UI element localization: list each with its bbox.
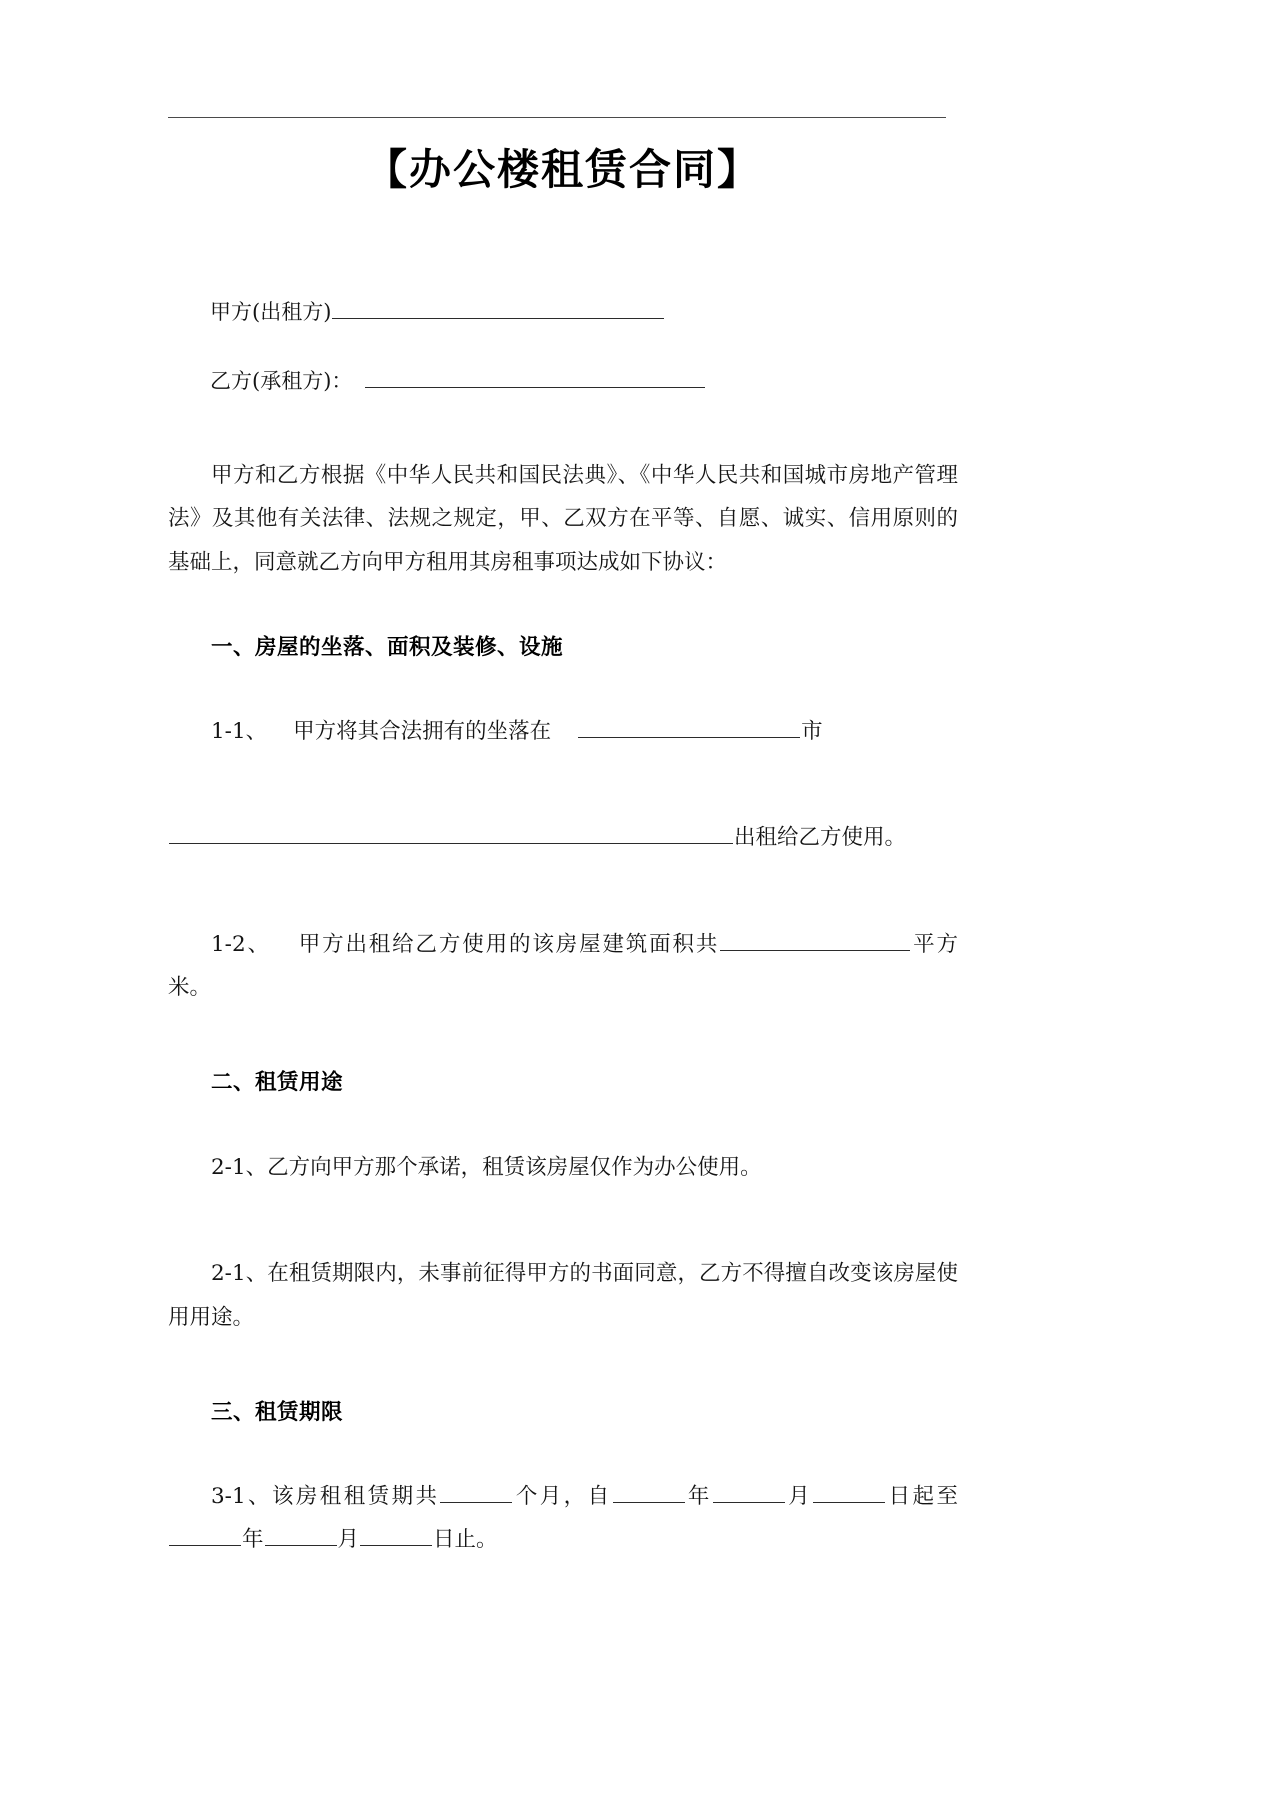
section-2-spacer xyxy=(168,1031,958,1061)
clause-1-2 xyxy=(168,923,958,1010)
clause-1-1 xyxy=(168,710,958,753)
party-spacer xyxy=(168,332,958,362)
clause-1-1-spacer xyxy=(168,669,958,689)
party-b-label: 乙方(承租方)： xyxy=(210,369,353,394)
party-a-line xyxy=(168,293,958,333)
clause-3-1-start-month-blank[interactable] xyxy=(713,1479,785,1503)
clause-2-1a-text: 乙方向甲方那个承诺，租赁该房屋仅作为办公使用。 xyxy=(267,1154,762,1180)
clause-2-1a xyxy=(168,1146,958,1189)
clause-3-1-text-7: 月 xyxy=(337,1527,360,1553)
clause-1-1-address-blank[interactable] xyxy=(169,821,733,845)
clause-2-1b-spacer xyxy=(168,1211,958,1231)
clause-3-1-end-day-blank[interactable] xyxy=(360,1523,432,1547)
clause-3-1-end-year-blank[interactable] xyxy=(169,1523,241,1547)
clause-3-1-text-2: 个月，自 xyxy=(513,1484,612,1509)
clause-1-2-text-after: 平方米。 xyxy=(168,931,958,1001)
clause-3-1-text-4: 月 xyxy=(785,1484,813,1509)
clause-3-1-months-blank[interactable] xyxy=(440,1479,512,1503)
clause-2-1a-spacer xyxy=(168,1104,958,1124)
clause-1-1-text-before: 甲方将其合法拥有的坐落在 xyxy=(293,719,552,745)
clause-3-1-text-5: 日起至 xyxy=(886,1484,958,1509)
clause-2-1b xyxy=(168,1252,958,1339)
clause-1-2-text-before: 甲方出租给乙方使用的该房屋建筑面积共 xyxy=(296,931,720,957)
page-title: 【办公楼租赁合同】 xyxy=(364,145,761,194)
clause-3-1-number: 3-1、 xyxy=(211,1484,272,1509)
document-body xyxy=(168,130,958,1583)
party-a-blank[interactable] xyxy=(332,295,664,318)
clause-3-1-spacer xyxy=(168,1434,958,1454)
clause-3-1-text-3: 年 xyxy=(685,1484,712,1509)
clause-1-1-city-blank[interactable] xyxy=(578,714,800,738)
clause-2-1b-text: 在租赁期限内，未事前征得甲方的书面同意，乙方不得擅自改变该房屋使用用途。 xyxy=(168,1261,958,1330)
clause-1-1-line2-spacer xyxy=(168,775,958,795)
header-divider-rule xyxy=(168,117,946,118)
clause-1-1-text-after: 出租给乙方使用。 xyxy=(734,825,907,851)
clause-1-2-number: 1-2、 xyxy=(211,931,271,957)
section-heading-3: 三、租赁期限 xyxy=(211,1399,344,1425)
clause-1-2-area-blank[interactable] xyxy=(720,927,910,951)
clause-1-2-spacer xyxy=(168,881,958,901)
clause-1-1-continuation xyxy=(168,816,958,859)
clause-2-1a-number: 2-1、 xyxy=(211,1154,268,1180)
clause-1-1-text-middle: 市 xyxy=(801,719,823,745)
clause-3-1 xyxy=(168,1475,958,1562)
section-heading-1: 一、房屋的坐落、面积及装修、设施 xyxy=(211,634,564,660)
section-1-spacer xyxy=(168,606,958,626)
party-a-label: 甲方(出租方) xyxy=(210,299,332,324)
party-b-blank[interactable] xyxy=(365,365,705,388)
preamble-spacer xyxy=(168,402,958,432)
clause-2-1b-number: 2-1、 xyxy=(211,1261,268,1287)
clause-3-1-text-8: 日止。 xyxy=(433,1527,498,1553)
preamble-paragraph: 甲方和乙方根据《中华人民共和国民法典》、《中华人民共和国城市房地产管理法》及其他有关法律、法规之规定，甲、乙双方在平等、自愿、诚实、信用原则的基础上，同意就乙方向甲方租用其房租事项达成如下协议： xyxy=(168,462,958,575)
clause-3-1-text-1: 该房租租赁期共 xyxy=(271,1484,440,1509)
clause-3-1-start-year-blank[interactable] xyxy=(613,1479,685,1503)
title-spacer xyxy=(168,197,958,293)
clause-3-1-end-month-blank[interactable] xyxy=(265,1523,337,1547)
clause-3-1-start-day-blank[interactable] xyxy=(813,1479,885,1503)
clause-3-1-text-6: 年 xyxy=(242,1527,264,1553)
section-heading-2: 二、租赁用途 xyxy=(211,1070,344,1096)
clause-1-1-number: 1-1、 xyxy=(211,719,268,745)
section-3-spacer xyxy=(168,1361,958,1391)
party-b-line xyxy=(168,362,958,402)
